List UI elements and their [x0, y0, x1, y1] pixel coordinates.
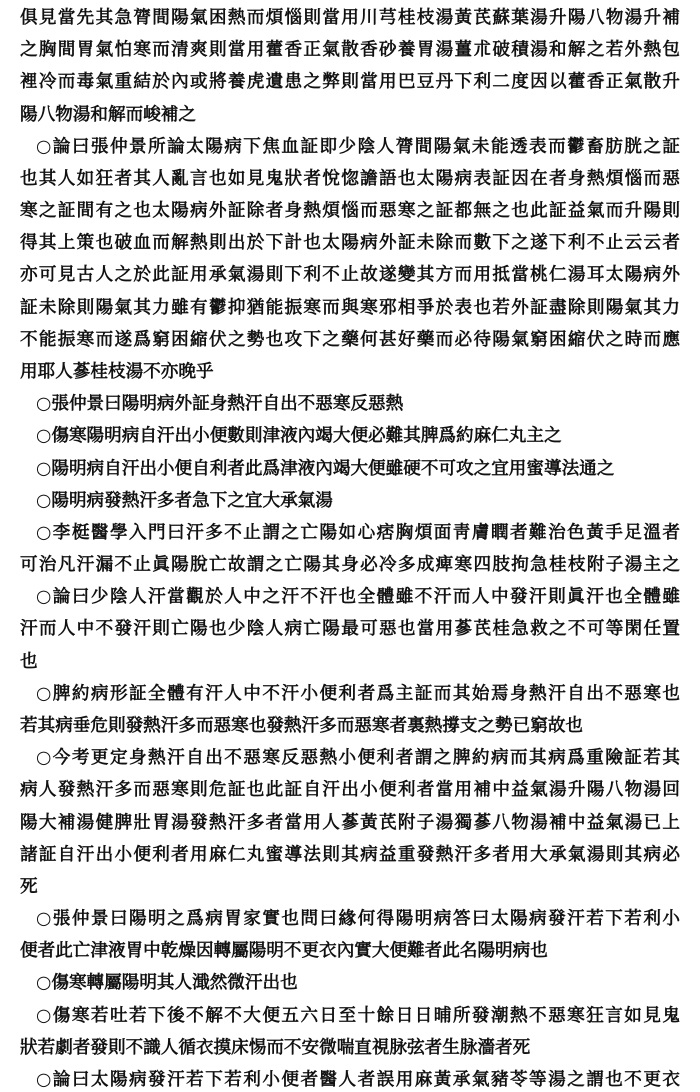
text-line: 若其病垂危則發熱汗多而惡寒也發熱汗多而惡寒者裏熱撐支之勢已窮故也 — [20, 715, 584, 736]
text-line: ○陽明病自汗出小便自利者此爲津液內竭大便雖硬不可攻之宜用蜜導法通之 — [36, 457, 615, 479]
text-line: 得其上策也破血而解熱則出於下計也太陽病外証未除而數下之遂下利不止云云者 — [20, 232, 680, 254]
text-line: ○傷寒轉屬陽明其人濈然微汗出也 — [36, 972, 298, 994]
text-line: 不能振寒而遂爲窮困縮伏之勢也攻下之藥何甚好藥而必待陽氣窮困縮伏之時而應 — [20, 328, 680, 350]
text-line: 也 — [20, 650, 38, 672]
text-line: 陽八物湯和解而峻補之 — [20, 103, 196, 125]
text-line: 病人發熱汗多而惡寒則危証也此証自汗出小便利者當用補中益氣湯升陽八物湯回 — [20, 779, 680, 801]
text-line: 亦可見古人之於此証用承氣湯則下利不止故遂變其方而用抵當桃仁湯耳太陽病外 — [20, 264, 680, 286]
text-line: 之胸間胃氣怕寒而清爽則當用藿香正氣散香砂養胃湯薑朮破積湯和解之若外熱包 — [20, 39, 680, 61]
text-line: ○論曰張仲景所論太陽病下焦血証即少陰人膂間陽氣未能透表而鬱畜肪胱之証 — [36, 135, 680, 157]
text-line: 死 — [20, 875, 38, 897]
text-line: ○李梃醫學入門曰汗多不止謂之亡陽如心痞胸煩面靑膚瞤者難治色黃手足溫者 — [36, 521, 680, 543]
text-line: 俱見當先其急膂間陽氣困熱而煩惱則當用川芎桂枝湯黃芪蘇葉湯升陽八物湯升補 — [20, 7, 680, 28]
text-line: ○脾約病形証全體有汗人中不汗小便利者爲主証而其始焉身熱汗自出不惡寒也 — [36, 682, 680, 704]
text-line: 証未除則陽氣其力雖有鬱抑猶能振寒而與寒邪相爭於表也若外証盡除則陽氣其力 — [20, 296, 680, 318]
text-line: ○今考更定身熱汗自出不惡寒反惡熱小便利者謂之脾約病而其病爲重險証若其 — [36, 747, 680, 769]
text-line: 汗而人中不發汗則亡陽也少陰人病亡陽最可惡也當用蔘芪桂急救之不可等閑任置 — [20, 618, 680, 640]
text-line: 狀若劇者發則不識人循衣摸床惕而不安微喘直視脉弦者生脉濇者死 — [20, 1036, 531, 1058]
text-line: 裡冷而毒氣重結於內或將養虎遺患之弊則當用巴豆丹下利二度因以藿香正氣散升 — [20, 71, 680, 93]
text-line: 寒之証間有之也太陽病外証除者身熱煩惱而惡寒之証都無之也此証益氣而升陽則 — [20, 200, 680, 222]
text-line: ○陽明病發熱汗多者急下之宜大承氣湯 — [36, 489, 333, 511]
text-line: ○傷寒若吐若下後不解不大便五六日至十餘日日晡所發潮熱不惡寒狂言如見鬼 — [36, 1004, 680, 1026]
text-line: 陽大補湯健脾壯胃湯發熱汗多者當用人蔘黃芪附子湯獨蔘八物湯補中益氣湯已上 — [20, 811, 680, 833]
text-line: ○傷寒陽明病自汗出小便數則津液內竭大便必難其脾爲約麻仁丸主之 — [36, 425, 562, 447]
text-line: ○張仲景曰陽明之爲病胃家實也問曰緣何得陽明病答曰太陽病發汗若下若利小 — [36, 908, 680, 930]
text-line: 也其人如狂者其人亂言也如見鬼狀者悅惚譫語也太陽病表証因在者身熱煩惱而惡 — [20, 167, 680, 189]
text-line: 便者此亡津液胃中乾燥因轉屬陽明不更衣內實大便難者此名陽明病也 — [20, 940, 548, 962]
text-line: ○張仲景曰陽明病外証身熱汗自出不惡寒反惡熱 — [36, 393, 404, 415]
text-line: 諸証自汗出小便利者用麻仁丸蜜導法則其病益重發熱汗多者用大承氣湯則其病必 — [20, 843, 680, 865]
text-line: 用耶人蔘桂枝湯不亦晚乎 — [20, 361, 214, 382]
text-line: 可治凡汗漏不止眞陽脫亡故謂之亡陽其身必冷多成痺寒四肢拘急桂枝附子湯主之 — [20, 554, 680, 576]
text-line: ○論曰少陰人汗當觀於人中之汗不汗也全體雖不汗而人中發汗則眞汗也全體雖 — [36, 586, 680, 608]
text-line: ○論曰太陽病發汗若下若利小便者醫人者誤用麻黃承氣豬苓等湯之謂也不更衣 — [36, 1069, 680, 1090]
